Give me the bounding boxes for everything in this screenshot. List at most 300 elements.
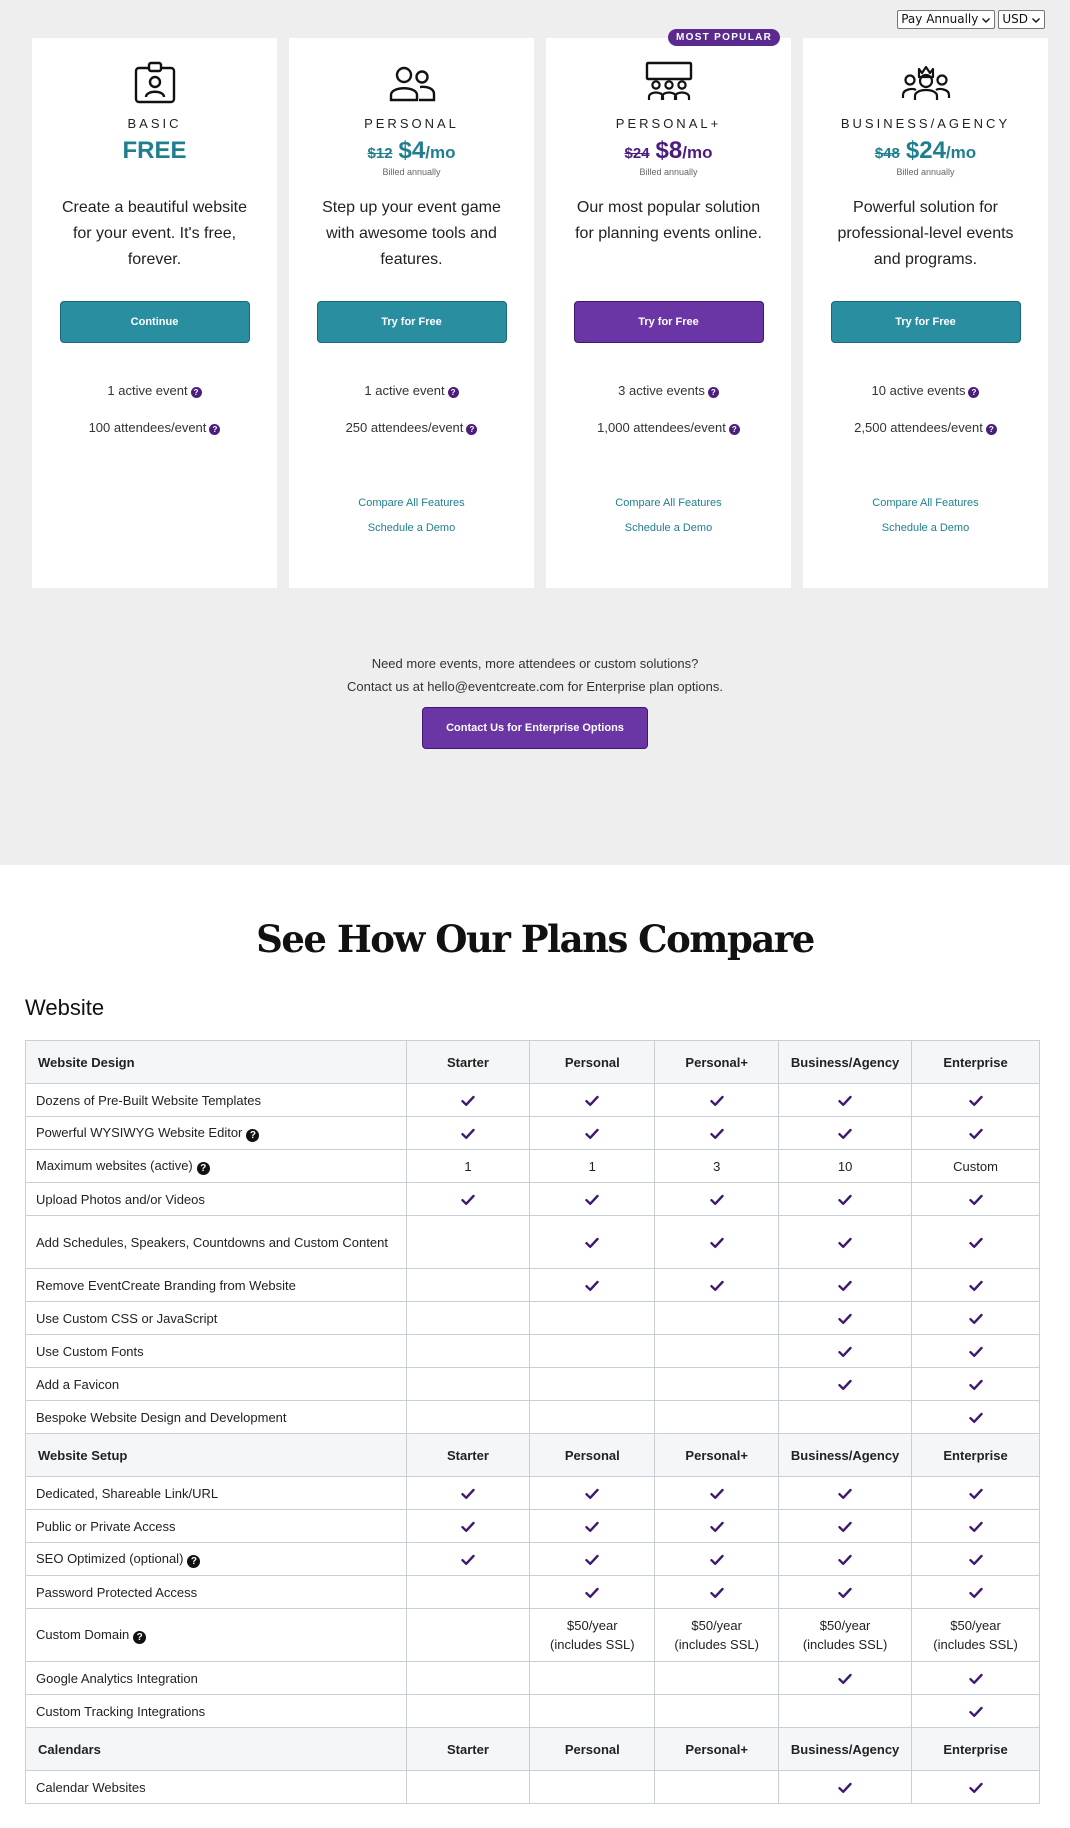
table-cell xyxy=(530,1368,655,1401)
check-icon xyxy=(461,1488,475,1500)
plan-links xyxy=(546,497,791,534)
feature-label-text: Public or Private Access xyxy=(36,1518,176,1534)
feature-label-text: Password Protected Access xyxy=(36,1584,198,1600)
plan-cards xyxy=(32,32,1048,588)
check-icon xyxy=(969,1554,983,1566)
table-cell xyxy=(406,1183,530,1216)
check-icon xyxy=(461,1128,475,1140)
table-header-row xyxy=(26,1041,1040,1084)
plan-feature xyxy=(546,420,791,435)
billed-note: Billed annually xyxy=(639,167,698,177)
table-cell xyxy=(530,1269,655,1302)
table-cell xyxy=(530,1771,655,1804)
check-icon xyxy=(710,1095,724,1107)
table-row xyxy=(26,1269,1040,1302)
help-icon[interactable]: ? xyxy=(197,1162,210,1175)
feature-label xyxy=(26,1216,407,1269)
plan-price xyxy=(803,137,1048,167)
per-month: /mo xyxy=(682,143,713,162)
check-icon xyxy=(710,1488,724,1500)
help-icon[interactable]: ? xyxy=(133,1631,146,1644)
table-cell xyxy=(655,1269,779,1302)
feature-label-text: Powerful WYSIWYG Website Editor xyxy=(36,1124,243,1140)
check-icon xyxy=(969,1706,983,1718)
column-header: Business/Agency xyxy=(779,1041,912,1084)
table-cell xyxy=(912,1216,1040,1269)
feature-label-text: Calendar Websites xyxy=(36,1779,146,1795)
plan-card-business xyxy=(803,38,1048,588)
feature-label-text: Remove EventCreate Branding from Website xyxy=(36,1277,296,1293)
table-row xyxy=(26,1543,1040,1576)
check-icon xyxy=(585,1194,599,1206)
check-icon xyxy=(585,1587,599,1599)
check-icon xyxy=(969,1412,983,1424)
table-row xyxy=(26,1771,1040,1804)
feature-label xyxy=(26,1183,407,1216)
continue-button[interactable]: Continue xyxy=(60,301,250,343)
table-row xyxy=(26,1084,1040,1117)
column-header: Enterprise xyxy=(912,1728,1040,1771)
check-icon xyxy=(838,1587,852,1599)
check-icon xyxy=(838,1554,852,1566)
table-cell xyxy=(530,1335,655,1368)
check-icon xyxy=(585,1554,599,1566)
table-cell xyxy=(406,1695,530,1728)
feature-label xyxy=(26,1117,407,1150)
new-price-amount: $4 xyxy=(398,137,426,164)
old-price: $48 xyxy=(874,145,900,162)
old-price: $24 xyxy=(624,145,650,162)
table-cell-value: $50/year (includes SSL) xyxy=(933,1618,1018,1652)
two-people-icon xyxy=(386,60,438,106)
group-heading: Website Setup xyxy=(26,1434,407,1477)
feature-label-text: Dedicated, Shareable Link/URL xyxy=(36,1485,219,1501)
table-cell xyxy=(912,1368,1040,1401)
new-price xyxy=(656,137,713,165)
column-header: Starter xyxy=(406,1041,530,1084)
check-icon xyxy=(838,1237,852,1249)
check-icon xyxy=(838,1521,852,1533)
help-icon[interactable]: ? xyxy=(708,387,719,398)
billed-note: Billed annually xyxy=(896,167,955,177)
feature-label-text: Add Schedules, Speakers, Countdowns and Custom Content xyxy=(36,1234,388,1250)
table-row xyxy=(26,1183,1040,1216)
table-cell xyxy=(779,1269,912,1302)
table-cell xyxy=(779,1771,912,1804)
contact-enterprise-button[interactable]: Contact Us for Enterprise Options xyxy=(422,707,648,749)
table-cell xyxy=(779,1662,912,1695)
plan-feature-text: 100 attendees/event xyxy=(88,420,207,435)
table-cell xyxy=(655,1477,779,1510)
feature-label-text: Add a Favicon xyxy=(36,1376,120,1392)
enterprise-line-2: Contact us at hello@eventcreate.com for Enterprise plan options. xyxy=(347,679,723,694)
table-header-row xyxy=(26,1434,1040,1477)
feature-label xyxy=(26,1269,407,1302)
per-month: /mo xyxy=(945,143,977,162)
plan-price xyxy=(546,137,791,167)
check-icon xyxy=(838,1280,852,1292)
table-cell xyxy=(912,1477,1040,1510)
table-cell xyxy=(530,1662,655,1695)
enterprise-line-1: Need more events, more attendees or custom solutions? xyxy=(371,656,699,671)
table-cell xyxy=(912,1183,1040,1216)
help-icon[interactable]: ? xyxy=(986,424,997,435)
table-cell xyxy=(779,1576,912,1609)
feature-label xyxy=(26,1543,407,1576)
check-icon xyxy=(838,1488,852,1500)
new-price xyxy=(399,137,456,165)
check-icon xyxy=(838,1095,852,1107)
feature-label-text: Use Custom CSS or JavaScript xyxy=(36,1310,218,1326)
most-popular-badge: MOST POPULAR xyxy=(668,29,780,46)
check-icon xyxy=(969,1488,983,1500)
try-for-free-button[interactable]: Try for Free xyxy=(831,301,1021,343)
check-icon xyxy=(585,1521,599,1533)
check-icon xyxy=(461,1521,475,1533)
table-cell xyxy=(779,1335,912,1368)
feature-label-text: Maximum websites (active) xyxy=(36,1157,193,1173)
table-cell xyxy=(655,1084,779,1117)
billing-select-value: Pay Annually xyxy=(901,12,979,26)
table-cell xyxy=(406,1609,530,1662)
column-header: Business/Agency xyxy=(779,1434,912,1477)
feature-label-text: Upload Photos and/or Videos xyxy=(36,1191,205,1207)
plan-name: BASIC xyxy=(127,116,182,131)
feature-label-text: Bespoke Website Design and Development xyxy=(36,1409,287,1425)
table-cell-value: 1 xyxy=(588,1158,596,1174)
check-icon xyxy=(969,1521,983,1533)
table-cell xyxy=(912,1269,1040,1302)
new-price xyxy=(906,137,976,165)
table-cell xyxy=(779,1150,912,1183)
table-cell xyxy=(530,1401,655,1434)
schedule-demo-link[interactable]: Schedule a Demo xyxy=(367,522,456,534)
table-cell xyxy=(655,1216,779,1269)
table-cell xyxy=(530,1510,655,1543)
feature-label-text: Use Custom Fonts xyxy=(36,1343,144,1359)
table-cell xyxy=(655,1510,779,1543)
team-leader-icon xyxy=(900,60,952,106)
table-cell-value: 3 xyxy=(713,1158,721,1174)
check-icon xyxy=(585,1280,599,1292)
help-icon[interactable]: ? xyxy=(187,1555,200,1568)
check-icon xyxy=(461,1194,475,1206)
check-icon xyxy=(585,1128,599,1140)
table-cell xyxy=(530,1150,655,1183)
plan-description: Our most popular solution for planning events online. xyxy=(575,199,762,242)
table-cell xyxy=(655,1609,779,1662)
table-cell xyxy=(655,1771,779,1804)
table-cell xyxy=(406,1084,530,1117)
plan-feature-text: 10 active events xyxy=(871,383,966,398)
table-cell-value: $50/year (includes SSL) xyxy=(674,1618,759,1652)
presentation-audience-icon xyxy=(643,60,695,106)
table-cell xyxy=(655,1335,779,1368)
check-icon xyxy=(710,1587,724,1599)
table-cell xyxy=(655,1401,779,1434)
table-cell xyxy=(406,1576,530,1609)
table-cell xyxy=(406,1150,530,1183)
check-icon xyxy=(969,1280,983,1292)
plan-card-basic xyxy=(32,38,277,588)
check-icon xyxy=(838,1673,852,1685)
try-for-free-button[interactable]: Try for Free xyxy=(574,301,764,343)
group-heading: Calendars xyxy=(26,1728,407,1771)
table-row xyxy=(26,1216,1040,1269)
plan-feature-text: 1 active event xyxy=(107,383,188,398)
check-icon xyxy=(969,1128,983,1140)
table-cell xyxy=(779,1477,912,1510)
plan-card-personal xyxy=(289,38,534,588)
table-cell xyxy=(530,1216,655,1269)
plan-name: BUSINESS/AGENCY xyxy=(840,116,1011,131)
plan-feature xyxy=(32,383,277,398)
plan-feature-text: 1,000 attendees/event xyxy=(597,420,726,435)
help-icon[interactable]: ? xyxy=(209,424,220,435)
feature-label-text: Google Analytics Integration xyxy=(36,1670,198,1686)
help-icon[interactable]: ? xyxy=(191,387,202,398)
feature-label xyxy=(26,1150,407,1183)
table-cell xyxy=(779,1543,912,1576)
table-cell xyxy=(530,1302,655,1335)
table-cell xyxy=(655,1117,779,1150)
table-cell xyxy=(406,1216,530,1269)
table-cell xyxy=(912,1335,1040,1368)
plan-description: Step up your event game with awesome tools and features. xyxy=(322,199,501,268)
feature-label xyxy=(26,1695,407,1728)
feature-label xyxy=(26,1302,407,1335)
plan-price: FREE xyxy=(122,137,187,164)
table-row xyxy=(26,1695,1040,1728)
billed-note: Billed annually xyxy=(382,167,441,177)
plan-feature xyxy=(289,383,534,398)
check-icon xyxy=(710,1521,724,1533)
plan-description: Powerful solution for professional-level events and programs. xyxy=(837,199,1014,268)
section-title: Website xyxy=(25,995,105,1020)
table-cell-value: $50/year (includes SSL) xyxy=(550,1618,635,1652)
check-icon xyxy=(585,1488,599,1500)
enterprise-block xyxy=(0,652,1070,749)
table-cell xyxy=(912,1117,1040,1150)
check-icon xyxy=(969,1346,983,1358)
plan-links xyxy=(289,497,534,534)
table-cell xyxy=(912,1150,1040,1183)
feature-label-text: Custom Domain xyxy=(36,1626,130,1642)
selectors xyxy=(897,10,1045,29)
plan-feature xyxy=(289,420,534,435)
table-cell xyxy=(530,1543,655,1576)
per-month: /mo xyxy=(425,143,456,162)
group-heading: Website Design xyxy=(26,1041,407,1084)
comparison-table xyxy=(25,1040,1040,1804)
plan-feature-text: 3 active events xyxy=(618,383,705,398)
table-row xyxy=(26,1662,1040,1695)
table-cell xyxy=(406,1771,530,1804)
table-cell xyxy=(406,1662,530,1695)
table-cell-value: $50/year (includes SSL) xyxy=(802,1618,888,1652)
check-icon xyxy=(969,1194,983,1206)
table-row xyxy=(26,1576,1040,1609)
table-cell xyxy=(779,1216,912,1269)
column-header: Personal+ xyxy=(655,1041,779,1084)
feature-label xyxy=(26,1084,407,1117)
check-icon xyxy=(969,1095,983,1107)
compare-features-link[interactable]: Compare All Features xyxy=(358,497,465,509)
table-cell xyxy=(779,1117,912,1150)
plan-price xyxy=(289,137,534,167)
plan-feature-text: 2,500 attendees/event xyxy=(854,420,983,435)
feature-label xyxy=(26,1510,407,1543)
feature-label-text: Custom Tracking Integrations xyxy=(36,1703,206,1719)
table-row xyxy=(26,1477,1040,1510)
column-header: Enterprise xyxy=(912,1041,1040,1084)
check-icon xyxy=(710,1194,724,1206)
billing-select[interactable] xyxy=(897,10,995,29)
feature-label xyxy=(26,1576,407,1609)
table-cell xyxy=(530,1477,655,1510)
help-icon[interactable]: ? xyxy=(466,424,477,435)
compare-features-link[interactable]: Compare All Features xyxy=(615,497,722,509)
schedule-demo-link[interactable]: Schedule a Demo xyxy=(881,522,970,534)
try-for-free-button[interactable]: Try for Free xyxy=(317,301,507,343)
table-cell xyxy=(655,1368,779,1401)
schedule-demo-link[interactable]: Schedule a Demo xyxy=(624,522,713,534)
help-icon[interactable]: ? xyxy=(246,1129,259,1142)
table-cell xyxy=(779,1183,912,1216)
check-icon xyxy=(710,1280,724,1292)
table-cell xyxy=(912,1543,1040,1576)
feature-label xyxy=(26,1401,407,1434)
table-row xyxy=(26,1302,1040,1335)
table-cell xyxy=(530,1117,655,1150)
plan-feature xyxy=(803,420,1048,435)
check-icon xyxy=(838,1313,852,1325)
check-icon xyxy=(838,1128,852,1140)
feature-label-text: SEO Optimized (optional) xyxy=(36,1550,184,1566)
column-header: Personal xyxy=(530,1041,655,1084)
table-cell xyxy=(779,1510,912,1543)
table-cell xyxy=(912,1401,1040,1434)
table-row xyxy=(26,1510,1040,1543)
new-price-amount: $8 xyxy=(655,137,683,164)
check-icon xyxy=(838,1782,852,1794)
plan-feature-text: 1 active event xyxy=(364,383,445,398)
new-price-amount: $24 xyxy=(905,137,946,164)
plan-card-personal-plus xyxy=(546,32,791,588)
check-icon xyxy=(838,1379,852,1391)
check-icon xyxy=(585,1237,599,1249)
table-cell xyxy=(779,1609,912,1662)
table-cell xyxy=(655,1695,779,1728)
table-cell-value: Custom xyxy=(953,1158,998,1174)
column-header: Starter xyxy=(406,1434,530,1477)
table-cell xyxy=(779,1695,912,1728)
help-icon[interactable]: ? xyxy=(448,387,459,398)
plan-feature xyxy=(546,383,791,398)
table-cell xyxy=(406,1401,530,1434)
feature-label xyxy=(26,1368,407,1401)
table-cell xyxy=(912,1662,1040,1695)
table-cell xyxy=(406,1335,530,1368)
currency-select-value: USD xyxy=(1002,12,1028,26)
currency-select[interactable] xyxy=(998,10,1045,29)
table-cell xyxy=(912,1302,1040,1335)
plan-description: Create a beautiful website for your event. It's free, forever. xyxy=(62,199,247,268)
table-cell xyxy=(655,1150,779,1183)
table-cell xyxy=(779,1084,912,1117)
check-icon xyxy=(969,1237,983,1249)
table-cell xyxy=(655,1576,779,1609)
table-cell xyxy=(912,1510,1040,1543)
table-header-row xyxy=(26,1728,1040,1771)
feature-label xyxy=(26,1771,407,1804)
table-cell xyxy=(912,1609,1040,1662)
table-cell-value: 1 xyxy=(464,1158,472,1174)
table-cell xyxy=(912,1771,1040,1804)
table-cell xyxy=(406,1117,530,1150)
column-header: Personal xyxy=(530,1434,655,1477)
table-row xyxy=(26,1609,1040,1662)
table-cell xyxy=(655,1302,779,1335)
table-cell xyxy=(406,1302,530,1335)
table-row xyxy=(26,1335,1040,1368)
pricing-section xyxy=(0,0,1070,865)
feature-label xyxy=(26,1609,407,1662)
check-icon xyxy=(461,1095,475,1107)
old-price: $12 xyxy=(367,145,393,162)
help-icon[interactable]: ? xyxy=(729,424,740,435)
plan-name: PERSONAL+ xyxy=(615,116,722,131)
help-icon[interactable]: ? xyxy=(968,387,979,398)
plan-links xyxy=(803,497,1048,534)
column-header: Personal+ xyxy=(655,1434,779,1477)
table-cell xyxy=(406,1477,530,1510)
plan-feature-text: 250 attendees/event xyxy=(345,420,464,435)
column-header: Enterprise xyxy=(912,1434,1040,1477)
plan-feature xyxy=(803,383,1048,398)
check-icon xyxy=(969,1673,983,1685)
check-icon xyxy=(710,1237,724,1249)
check-icon xyxy=(710,1554,724,1566)
table-cell xyxy=(779,1368,912,1401)
table-row xyxy=(26,1150,1040,1183)
feature-label-text: Dozens of Pre-Built Website Templates xyxy=(36,1092,261,1108)
table-cell xyxy=(406,1510,530,1543)
check-icon xyxy=(969,1587,983,1599)
table-cell xyxy=(779,1401,912,1434)
table-cell xyxy=(406,1543,530,1576)
feature-label xyxy=(26,1477,407,1510)
compare-title: See How Our Plans Compare xyxy=(256,917,814,961)
table-cell xyxy=(779,1302,912,1335)
check-icon xyxy=(969,1379,983,1391)
column-header: Business/Agency xyxy=(779,1728,912,1771)
billed-spacer xyxy=(32,167,277,179)
check-icon xyxy=(585,1095,599,1107)
table-row xyxy=(26,1401,1040,1434)
table-cell xyxy=(530,1183,655,1216)
table-cell xyxy=(406,1269,530,1302)
check-icon xyxy=(838,1346,852,1358)
table-row xyxy=(26,1117,1040,1150)
chevron-down-icon xyxy=(981,15,991,25)
plan-feature xyxy=(32,420,277,435)
compare-section xyxy=(0,865,1070,1828)
compare-features-link[interactable]: Compare All Features xyxy=(872,497,979,509)
id-badge-icon xyxy=(129,60,181,106)
table-row xyxy=(26,1368,1040,1401)
table-cell xyxy=(912,1695,1040,1728)
